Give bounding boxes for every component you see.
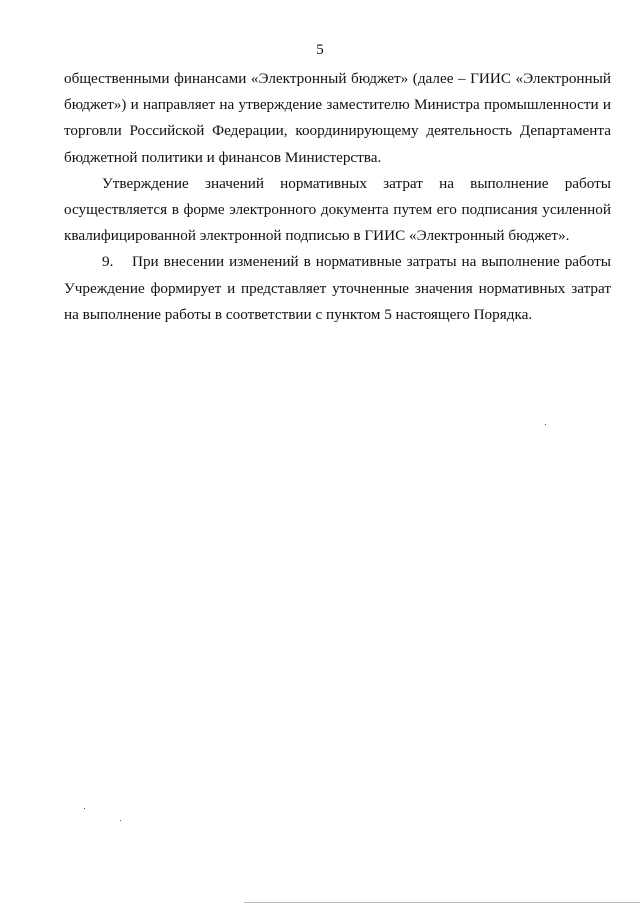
scan-speck bbox=[545, 424, 546, 425]
page-number: 5 bbox=[316, 42, 324, 58]
scan-speck bbox=[120, 820, 121, 821]
paragraph-continuation: общественными финансами «Электронный бюджет» (далее – ГИИС «Электронный бюджет») и направляет на утверждение заместителю Министра промышленности и торговли Российской Федерации, координирующему деятельность Департамента бюджетной политики и финансов Министерства. bbox=[64, 70, 611, 166]
scan-bottom-edge bbox=[244, 902, 640, 903]
item-9-number: 9. bbox=[102, 253, 114, 271]
scan-speck bbox=[84, 808, 85, 809]
document-body bbox=[64, 66, 611, 328]
item-9-text: При внесении изменений в нормативные затраты на выполнение работы Учреждение формирует и представляет уточненные значения нормативных затрат на выполнение работы в соответствии с пунктом 5 настоящего Порядка. bbox=[64, 253, 611, 323]
paragraph-item-9 bbox=[64, 249, 611, 328]
paragraph-approval: Утверждение значений нормативных затрат на выполнение работы осуществляется в форме электронного документа путем его подписания усиленной квалифицированной электронной подписью в ГИИС «Электронный бюджет». bbox=[64, 174, 611, 245]
